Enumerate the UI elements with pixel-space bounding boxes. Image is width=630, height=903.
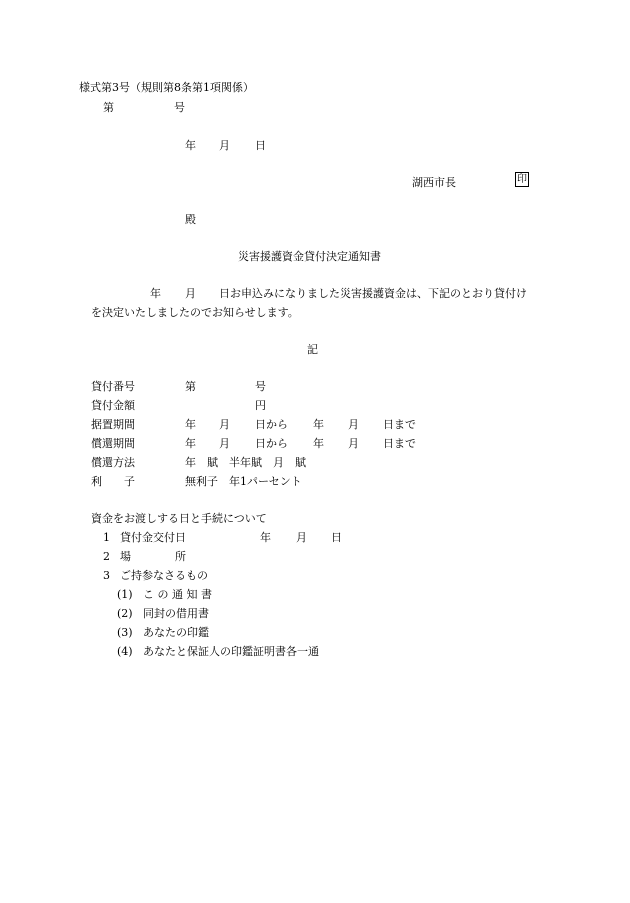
intro-line2: を決定いたしましたのでお知らせします。 xyxy=(91,306,299,319)
subitem-text: こ の 通 知 書 xyxy=(143,588,212,601)
deferment-to-year: 年 xyxy=(313,418,324,431)
item1-day: 日 xyxy=(331,531,342,544)
subitem-number: (1) xyxy=(117,588,133,601)
item1-number: 1 xyxy=(103,531,110,544)
delivery-heading: 資金をお渡しする日と手続について xyxy=(91,512,267,525)
item3-number: 3 xyxy=(103,569,110,582)
subitem-text: あなたの印鑑 xyxy=(143,626,209,639)
item3-label: ご持参なさるもの xyxy=(120,569,208,582)
number-suffix: 号 xyxy=(174,101,185,114)
date-year: 年 xyxy=(185,139,196,152)
deferment-from-month: 月 xyxy=(219,418,230,431)
deferment-from-day: 日から xyxy=(255,418,288,431)
intro-year: 年 xyxy=(150,287,161,300)
deferment-from-year: 年 xyxy=(185,418,196,431)
repayment-to-month: 月 xyxy=(348,437,359,450)
subitem-text: 同封の借用書 xyxy=(143,607,209,620)
interest-options: 無利子 年1パーセント xyxy=(185,475,302,488)
row-label-loan-amount: 貸付金額 xyxy=(91,399,135,412)
row-label-deferment-period: 据置期間 xyxy=(91,418,135,431)
item2-label: 場 所 xyxy=(120,550,186,563)
repayment-from-month: 月 xyxy=(219,437,230,450)
repayment-from-year: 年 xyxy=(185,437,196,450)
item1-label: 貸付金交付日 xyxy=(120,531,186,544)
intro-line1: 日お申込みになりました災害援護資金は、下記のとおり貸付け xyxy=(219,287,527,300)
date-month: 月 xyxy=(219,139,230,152)
repayment-to-year: 年 xyxy=(313,437,324,450)
repayment-from-day: 日から xyxy=(255,437,288,450)
form-header: 様式第3号（規則第8条第1項関係） xyxy=(79,81,254,94)
addressee-suffix: 殿 xyxy=(185,213,196,226)
item1-year: 年 xyxy=(260,531,271,544)
row-label-repayment-method: 償還方法 xyxy=(91,456,135,469)
subitem-number: (4) xyxy=(117,645,133,658)
subitem-text: あなたと保証人の印鑑証明書各一通 xyxy=(143,645,319,658)
deferment-to-month: 月 xyxy=(348,418,359,431)
item2-number: 2 xyxy=(103,550,110,563)
document-title: 災害援護資金貸付決定通知書 xyxy=(238,250,381,263)
row-label-repayment-period: 償還期間 xyxy=(91,437,135,450)
issuer-title: 湖西市長 xyxy=(412,176,456,189)
row-label-loan-number: 貸付番号 xyxy=(91,380,135,393)
subitem-number: (2) xyxy=(117,607,133,620)
row-label-interest: 利 子 xyxy=(91,475,135,488)
loan-amount-unit: 円 xyxy=(255,399,266,412)
intro-month: 月 xyxy=(185,287,196,300)
deferment-to-day: 日まで xyxy=(383,418,416,431)
ki-heading: 記 xyxy=(307,343,318,356)
repayment-to-day: 日まで xyxy=(383,437,416,450)
loan-number-suffix: 号 xyxy=(255,380,266,393)
date-day: 日 xyxy=(255,139,266,152)
subitem-number: (3) xyxy=(117,626,133,639)
item1-month: 月 xyxy=(296,531,307,544)
repayment-method-options: 年 賦 半年賦 月 賦 xyxy=(185,456,306,469)
seal-box: 印 xyxy=(517,174,527,185)
loan-number-prefix: 第 xyxy=(185,380,196,393)
number-prefix: 第 xyxy=(103,101,114,114)
